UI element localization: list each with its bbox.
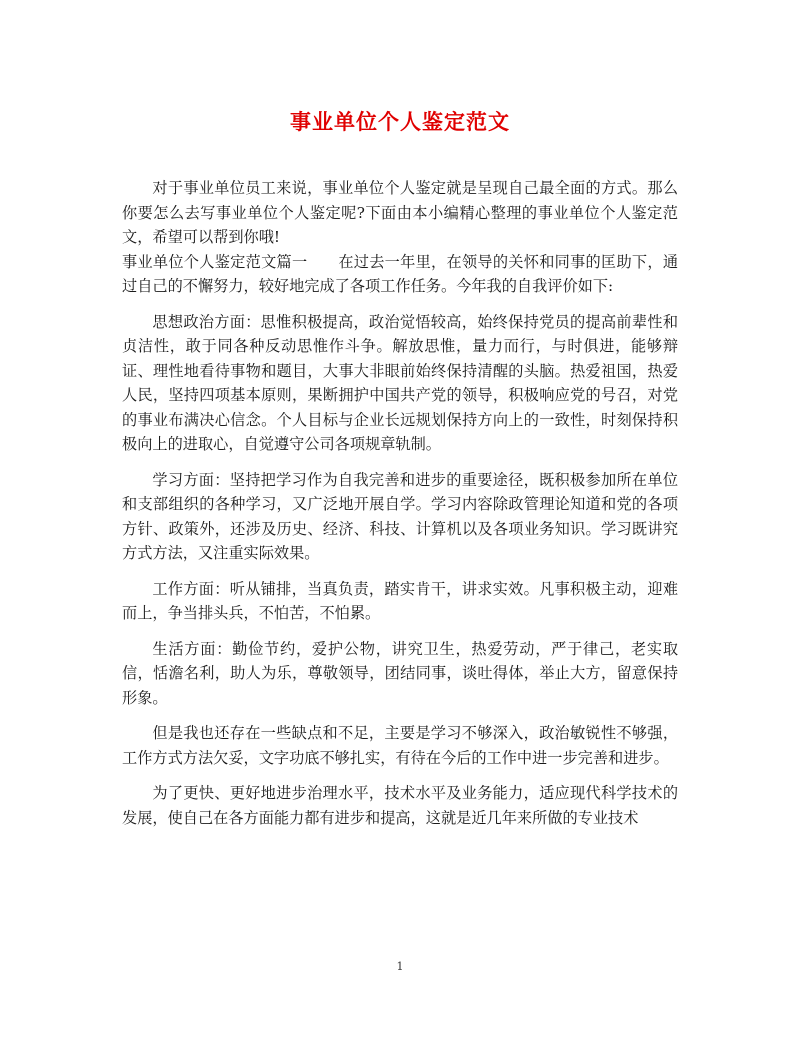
paragraph-politics: 思想政治方面：思惟积极提高，政治觉悟较高，始终保持党员的提高前辈性和贞洁性，敢于同各种反动思惟作斗争。解放思惟，量力而行，与时俱进，能够辩证、理性地看待事物和题目，大事大非眼前始终保持清醒的头脑。热爱祖国，热爱人民，坚持四项基本原则，果断拥护中国共产党的领导，积极响应党的号召，对党的事业布满决心信念。个人目标与企业长远规划保持方向上的一致性，时刻保持积极向上的进取心，自觉遵守公司各项规章轨制。 [122,312,678,453]
document-title: 事业单位个人鉴定范文 [290,109,510,134]
paragraph-section-one: 事业单位个人鉴定范文篇一 在过去一年里，在领导的关怀和同事的匡助下，通过自己的不懈努力，较好地完成了各项工作任务。今年我的自我评价如下: [122,252,678,295]
paragraph-improvement: 为了更快、更好地进步治理水平，技术水平及业务能力，适应现代科学技术的发展，使自己在各方面能力都有进步和提高，这就是近几年来所做的专业技术 [122,784,678,827]
paragraph-work: 工作方面：听从铺排，当真负责，踏实肯干，讲求实效。凡事积极主动，迎难而上，争当排头兵，不怕苦，不怕累。 [122,579,678,622]
paragraph-shortcomings: 但是我也还存在一些缺点和不足，主要是学习不够深入，政治敏锐性不够强，工作方式方法欠妥，文字功底不够扎实，有待在今后的工作中进一步完善和进步。 [122,724,678,767]
document-body [122,176,678,830]
paragraph-life: 生活方面：勤俭节约，爱护公物，讲究卫生，热爱劳动，严于律己，老实取信，恬澹名利，助人为乐，尊敬领导，团结同事，谈吐得体，举止大方，留意保持形象。 [122,639,678,707]
page-number: 1 [396,960,404,973]
paragraph-study: 学习方面：坚持把学习作为自我完善和进步的重要途径，既积极参加所在单位和支部组织的各种学习，又广泛地开展自学。学习内容除政管理论知道和党的各项方针、政策外，还涉及历史、经济、科技、计算机以及各项业务知识。学习既讲究方式方法，又注重实际效果。 [122,470,678,562]
paragraph-intro: 对于事业单位员工来说，事业单位个人鉴定就是呈现自己最全面的方式。那么你要怎么去写事业单位个人鉴定呢?下面由本小编精心整理的事业单位个人鉴定范文，希望可以帮到你哦! [122,179,678,246]
